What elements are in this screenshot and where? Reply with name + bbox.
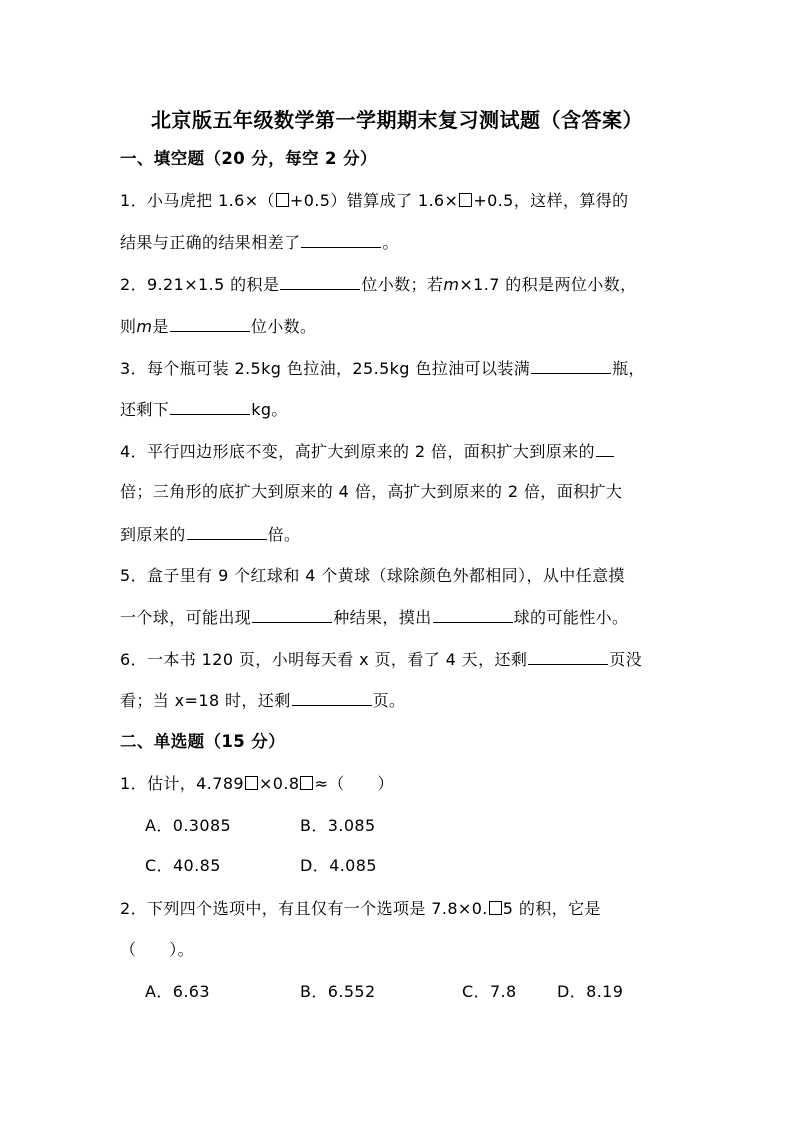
q1-2-text-f: 位小数。 — [250, 317, 317, 336]
q2-1-text-b: ×0.8 — [259, 774, 300, 793]
answer-blank[interactable] — [292, 689, 372, 706]
answer-blank[interactable] — [252, 606, 332, 623]
q1-3-text-d: kg。 — [251, 400, 288, 419]
q2-2-text-b: 5 的积，它是 — [502, 899, 601, 918]
answer-blank[interactable] — [187, 523, 267, 540]
q1-2-text-e: 是 — [152, 317, 169, 336]
q2-1-text-a: 1．估计，4.789 — [120, 774, 244, 793]
square-box-icon — [300, 776, 313, 790]
q2-1-option-d[interactable]: D．4.085 — [300, 856, 377, 875]
square-box-icon — [459, 193, 472, 207]
question-2-1-stem — [120, 773, 394, 795]
q1-2-text-c: ×1.7 的积是两位小数， — [459, 275, 637, 294]
q2-2-text-a: 2．下列四个选项中，有且仅有一个选项是 7.8×0. — [120, 899, 488, 918]
document-title: 北京版五年级数学第一学期期末复习测试题（含答案） — [151, 108, 643, 132]
question-1-6-line-1 — [120, 648, 642, 671]
variable-m: m — [443, 275, 460, 294]
q2-1-option-c[interactable]: C．40.85 — [145, 856, 221, 875]
q1-6-text-c: 看；当 x=18 时，还剩 — [120, 691, 291, 710]
q2-2-option-a[interactable]: A．6.63 — [145, 982, 210, 1001]
q1-4-text-d: 倍。 — [267, 525, 301, 544]
question-1-4-line-3 — [120, 523, 300, 546]
q1-4-text-c: 到原来的 — [120, 525, 186, 544]
question-1-4-line-1 — [120, 440, 615, 463]
q2-1-option-a[interactable]: A．0.3085 — [145, 816, 232, 835]
q1-4-text-a: 4．平行四边形底不变，高扩大到原来的 2 倍，面积扩大到原来的 — [120, 442, 595, 461]
q1-2-text-d: 则 — [120, 317, 137, 336]
q1-2-text-a: 2．9.21×1.5 的积是 — [120, 275, 280, 294]
q1-5-text-c: 种结果，摸出 — [333, 608, 432, 627]
q1-6-text-d: 页。 — [372, 691, 406, 710]
variable-m: m — [136, 317, 153, 336]
q1-1-text-d: 结果与正确的结果相差了 — [120, 233, 301, 252]
question-2-2-stem-line-2 — [120, 939, 194, 961]
question-1-3-line-1 — [120, 357, 645, 380]
q1-1-text-e: 。 — [382, 233, 399, 252]
q2-2-option-d[interactable]: D．8.19 — [557, 982, 624, 1001]
question-1-6-line-2 — [120, 689, 405, 712]
question-1-5-line-1 — [120, 565, 625, 587]
q1-1-text-c: +0.5，这样，算得的 — [473, 191, 629, 210]
answer-blank[interactable] — [596, 440, 614, 457]
question-1-3-line-2 — [120, 398, 288, 421]
question-1-4-line-2 — [120, 481, 622, 503]
question-1-2-line-1 — [120, 273, 637, 296]
q1-5-text-d: 球的可能性小。 — [513, 608, 629, 627]
q1-4-text-b: 倍；三角形的底扩大到原来的 4 倍，高扩大到原来的 2 倍，面积扩大 — [120, 482, 623, 501]
answer-blank[interactable] — [170, 398, 250, 415]
square-box-icon — [489, 901, 502, 915]
q1-1-text-a: 1．小马虎把 1.6×（ — [120, 191, 275, 210]
q1-1-text-b: +0.5）错算成了 1.6× — [289, 191, 459, 210]
q2-2-text-c: （ ）。 — [120, 940, 195, 959]
question-1-2-line-2 — [120, 315, 316, 338]
answer-blank[interactable] — [170, 315, 250, 332]
square-box-icon — [276, 193, 289, 207]
q1-3-text-c: 还剩下 — [120, 400, 170, 419]
q1-3-text-a: 3．每个瓶可装 2.5kg 色拉油，25.5kg 色拉油可以装满 — [120, 359, 531, 378]
question-2-2-stem — [120, 898, 601, 920]
q1-6-text-a: 6．一本书 120 页，小明每天看 x 页，看了 4 天，还剩 — [120, 650, 528, 669]
q2-2-option-b[interactable]: B．6.552 — [300, 982, 376, 1001]
q1-6-text-b: 页没 — [609, 650, 643, 669]
q2-1-option-b[interactable]: B．3.085 — [300, 816, 376, 835]
q1-5-text-b: 一个球，可能出现 — [120, 608, 252, 627]
q2-2-option-c[interactable]: C．7.8 — [462, 982, 517, 1001]
answer-blank[interactable] — [531, 357, 611, 374]
answer-blank[interactable] — [433, 606, 513, 623]
section-2-heading: 二、单选题（15 分） — [120, 732, 286, 751]
section-1-heading: 一、填空题（20 分，每空 2 分） — [120, 149, 377, 168]
question-1-1-line-2 — [120, 231, 399, 254]
answer-blank[interactable] — [528, 648, 608, 665]
question-1-5-line-2 — [120, 606, 628, 629]
q1-2-text-b: 位小数；若 — [361, 275, 444, 294]
question-1-1-line-1 — [120, 190, 629, 212]
q1-3-text-b: 瓶， — [612, 359, 645, 378]
square-box-icon — [245, 776, 258, 790]
answer-blank[interactable] — [280, 273, 360, 290]
answer-blank[interactable] — [301, 231, 381, 248]
q2-1-text-c: ≈（ ） — [314, 774, 394, 793]
q1-5-text-a: 5．盒子里有 9 个红球和 4 个黄球（球除颜色外都相同），从中任意摸 — [120, 566, 625, 585]
